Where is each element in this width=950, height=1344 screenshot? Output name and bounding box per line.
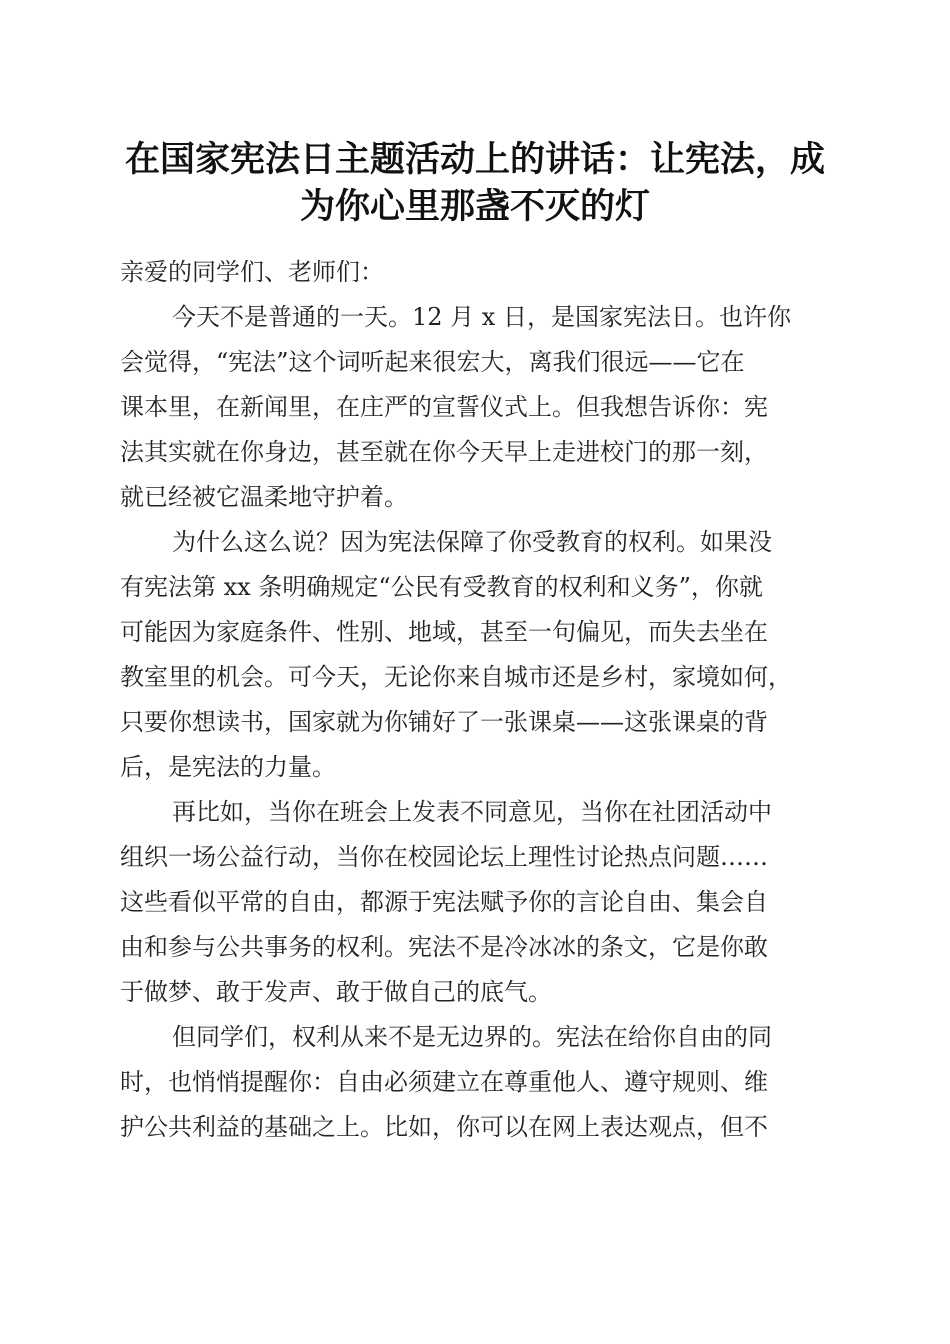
text-line: 由和参与公共事务的权利。宪法不是冷冰冰的条文，它是你敢 — [120, 933, 768, 961]
text-line: 教室里的机会。可今天，无论你来自城市还是乡村，家境如何， — [120, 663, 792, 691]
text-line: 护公共利益的基础之上。比如，你可以在网上表达观点，但不 — [120, 1113, 768, 1141]
salutation: 亲爱的同学们、老师们： — [120, 258, 384, 286]
text-line: 于做梦、敢于发声、敢于做自己的底气。 — [120, 978, 552, 1006]
text-line: 后，是宪法的力量。 — [120, 753, 336, 781]
paragraph — [120, 295, 832, 520]
text-line: 有宪法第 xx 条明确规定“公民有受教育的权利和义务”，你就 — [120, 573, 763, 601]
text-line: 为什么这么说？因为宪法保障了你受教育的权利。如果没 — [172, 528, 772, 556]
text-line: 会觉得，“宪法”这个词听起来很宏大，离我们很远——它在 — [120, 348, 745, 376]
page-title — [105, 136, 845, 230]
text-line: 就已经被它温柔地守护着。 — [120, 483, 408, 511]
text-line: 今天不是普通的一天。12 月 x 日，是国家宪法日。也许你 — [172, 303, 791, 331]
paragraph — [120, 790, 832, 1015]
text-line: 再比如，当你在班会上发表不同意见，当你在社团活动中 — [172, 798, 772, 826]
text-line: 这些看似平常的自由，都源于宪法赋予你的言论自由、集会自 — [120, 888, 768, 916]
text-line: 时，也悄悄提醒你：自由必须建立在尊重他人、遵守规则、维 — [120, 1068, 768, 1096]
text-line: 课本里，在新闻里，在庄严的宣誓仪式上。但我想告诉你：宪 — [120, 393, 768, 421]
text-line: 只要你想读书，国家就为你铺好了一张课桌——这张课桌的背 — [120, 708, 768, 736]
text-line: 但同学们，权利从来不是无边界的。宪法在给你自由的同 — [172, 1023, 772, 1051]
paragraph — [120, 520, 832, 790]
document-body — [120, 250, 832, 1150]
title-line: 为你心里那盏不灭的灯 — [299, 186, 650, 227]
text-line: 组织一场公益行动，当你在校园论坛上理性讨论热点问题…… — [120, 843, 768, 871]
text-line: 可能因为家庭条件、性别、地域，甚至一句偏见，而失去坐在 — [120, 618, 768, 646]
text-line: 法其实就在你身边，甚至就在你今天早上走进校门的那一刻， — [120, 438, 768, 466]
title-line: 在国家宪法日主题活动上的讲话：让宪法，成 — [124, 139, 825, 180]
paragraph — [120, 1015, 832, 1150]
